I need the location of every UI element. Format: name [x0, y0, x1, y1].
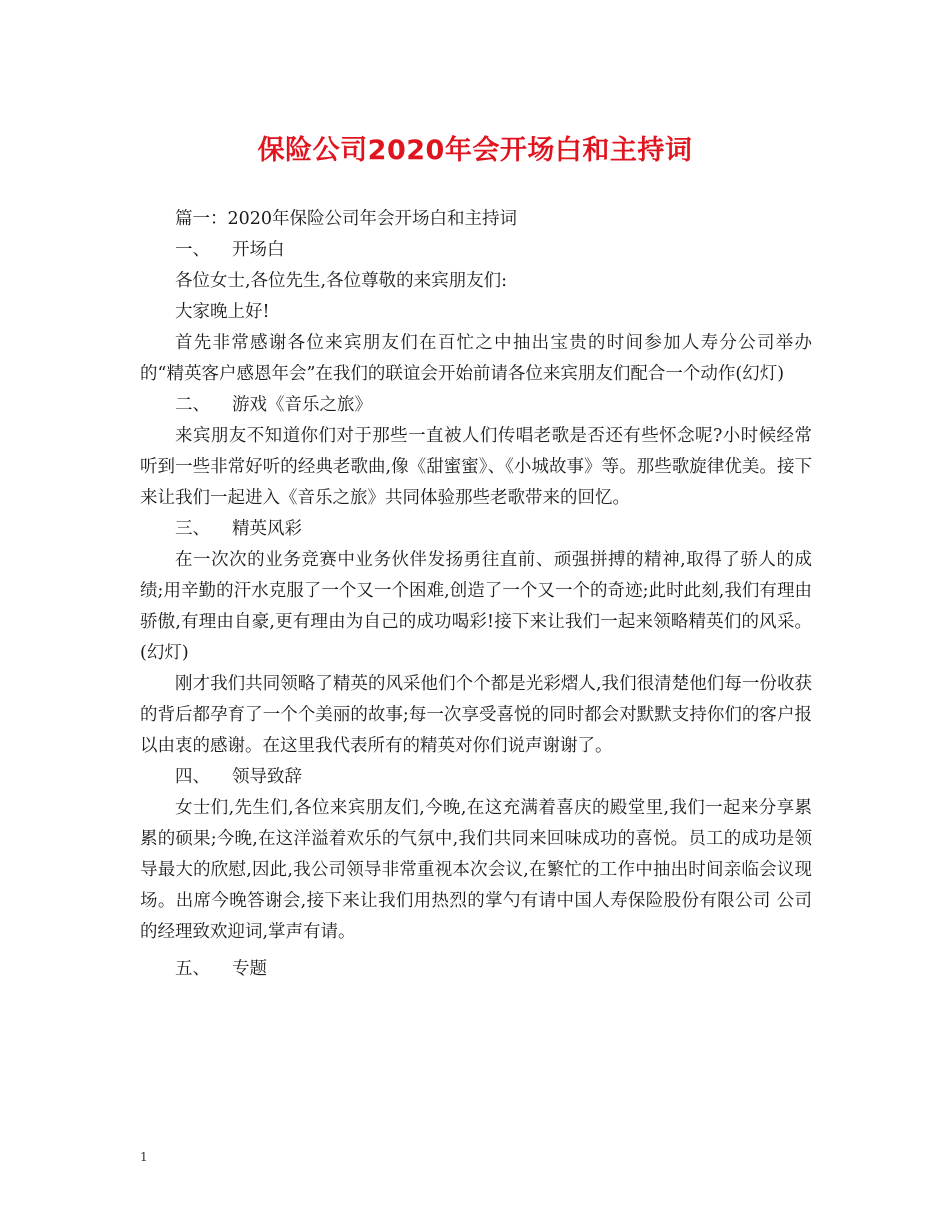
section-heading-1	[140, 235, 812, 266]
section-number: 二、	[175, 395, 210, 415]
section-number: 三、	[175, 519, 210, 539]
greeting-line-2: 大家晚上好!	[175, 302, 270, 322]
paragraph-opening: 首先非常感谢各位来宾朋友们在百忙之中抽出宝贵的时间参加人寿分公司举办的“精英客户感恩年会”在我们的联谊会开始前请各位来宾朋友们配合一个动作(幻灯)	[140, 333, 812, 384]
section-heading-5	[140, 954, 812, 985]
greeting-line-1: 各位女士,各位先生,各位尊敬的来宾朋友们:	[175, 271, 508, 291]
section-number: 五、	[175, 959, 210, 979]
section-number: 一、	[175, 240, 210, 260]
section-label: 精英风彩	[232, 519, 302, 539]
paragraph-game: 来宾朋友不知道你们对于那些一直被人们传唱老歌是否还有些怀念呢?小时候经常听到一些非常好听的经典老歌曲,像《甜蜜蜜》、《小城故事》等。那些歌旋律优美。接下来让我们一起进入《音乐之旅》共同体验那些老歌带来的回忆。	[140, 426, 812, 508]
section-heading-3	[140, 514, 812, 545]
section-label: 开场白	[232, 240, 285, 260]
page-number: 1	[140, 1150, 148, 1164]
subtitle-line: 篇一：2020年保险公司年会开场白和主持词	[175, 209, 518, 229]
section-label: 专题	[232, 959, 267, 979]
section-heading-2	[140, 390, 812, 421]
section-number: 四、	[175, 767, 210, 787]
paragraph-elite-2: 刚才我们共同领略了精英的风采他们个个都是光彩熠人,我们很清楚他们每一份收获的背后都孕育了一个个美丽的故事;每一次享受喜悦的同时都会对默默支持你们的客户报以由衷的感谢。在这里我代表所有的精英对你们说声谢谢了。	[140, 674, 812, 756]
section-heading-4	[140, 762, 812, 793]
section-label: 游戏《音乐之旅》	[232, 395, 372, 415]
paragraph-elite-1: 在一次次的业务竞赛中业务伙伴发扬勇往直前、顽强拼搏的精神,取得了骄人的成绩;用辛勤的汗水克服了一个又一个困难,创造了一个又一个的奇迹;此时此刻,我们有理由骄傲,有理由自豪,更有理由为自己的成功喝彩!接下来让我们一起来领略精英们的风采。(幻灯)	[140, 550, 812, 663]
paragraph-leader: 女士们,先生们,各位来宾朋友们,今晚,在这充满着喜庆的殿堂里,我们一起来分享累累的硕果;今晚,在这洋溢着欢乐的气氛中,我们共同来回味成功的喜悦。员工的成功是领导最大的欣慰,因此,我公司领导非常重视本次会议,在繁忙的工作中抽出时间亲临会议现场。出席今晚答谢会,接下来让我们用热烈的掌勺有请中国人寿保险股份有限公司 公司的经理致欢迎词,掌声有请。	[140, 798, 812, 942]
section-label: 领导致辞	[232, 767, 302, 787]
document-title: 保险公司2020年会开场白和主持词	[257, 135, 693, 166]
document-body	[140, 204, 812, 985]
